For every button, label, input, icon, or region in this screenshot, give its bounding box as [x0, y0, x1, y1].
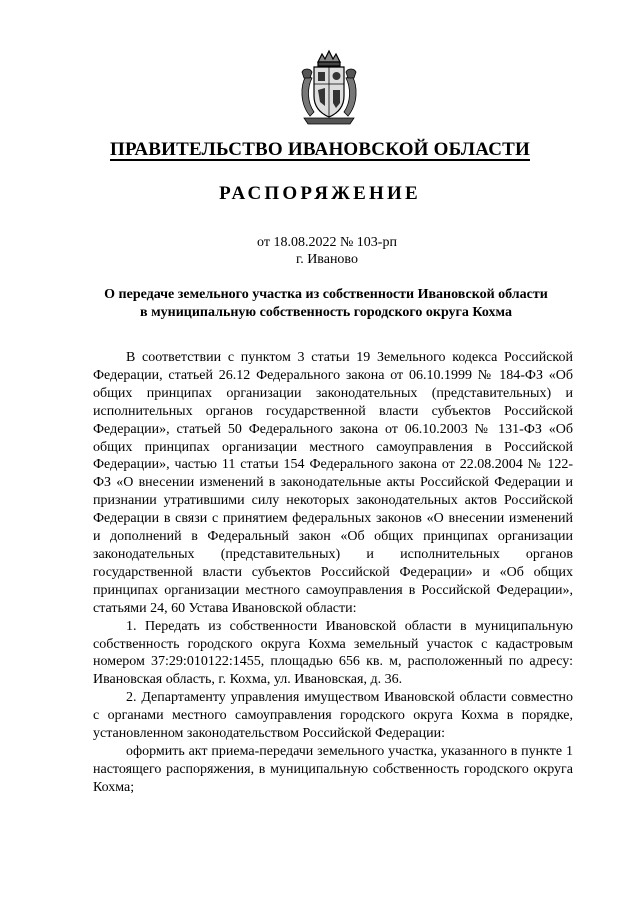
document-type: РАСПОРЯЖЕНИЕ [219, 183, 421, 204]
document-body [93, 349, 573, 797]
government-title: ПРАВИТЕЛЬСТВО ИВАНОВСКОЙ ОБЛАСТИ [110, 139, 530, 160]
preamble-paragraph: В соответствии с пунктом 3 статьи 19 Земельного кодекса Российской Федерации, статьей 26.12 Федерального закона от 06.10.1999 № 184-ФЗ «Об общих принципах организации законодательных (представительных) и исполнительных органов государственной власти субъектов Российской Федерации», статьей 50 Федерального закона от 06.10.2003 № 131-ФЗ «Об общих принципах организации местного самоуправления в Российской Федерации», частью 11 статьи 154 Федерального закона от 22.08.2004 № 122-ФЗ «О внесении изменений в законодательные акты Российской Федерации и признании утратившими силу некоторых законодательных актов Российской Федерации в связи с принятием федеральных законов «О внесении изменений и дополнений в Федеральный закон «Об общих принципах организации законодательных (представительных) и исполнительных органов государственной власти субъектов Российской Федерации» и «Об общих принципах организации местного самоуправления в Российской Федерации», статьями 24, 60 Устава Ивановской области: [93, 350, 573, 616]
city: г. Иваново [296, 252, 358, 267]
document-subject [6, 286, 640, 322]
item-2-paragraph: 2. Департаменту управления имуществом Ивановской области совместно с органами местного самоуправления городского округа Кохма в порядке, установленном законодательством Российской Федерации: [93, 690, 573, 742]
document-meta [0, 234, 640, 268]
date-number: от 18.08.2022 № 103-рп [257, 235, 397, 250]
subject-line-1: О передаче земельного участка из собственности Ивановской области [104, 287, 548, 302]
coat-of-arms-icon [296, 48, 362, 126]
subject-line-2: в муниципальную собственность городского округа Кохма [140, 305, 512, 320]
item-1-paragraph: 1. Передать из собственности Ивановской области в муниципальную собственность городского округа Кохма земельный участок с кадастровым номером 37:29:010122:1455, площадью 656 кв. м, расположенный по адресу: Ивановская область, г. Кохма, ул. Ивановская, д. 36. [93, 618, 573, 688]
item-2-sub-paragraph: оформить акт приема-передачи земельного участка, указанного в пункте 1 настоящего распоряжения, в муниципальную собственность городского округа Кохма; [93, 743, 573, 795]
